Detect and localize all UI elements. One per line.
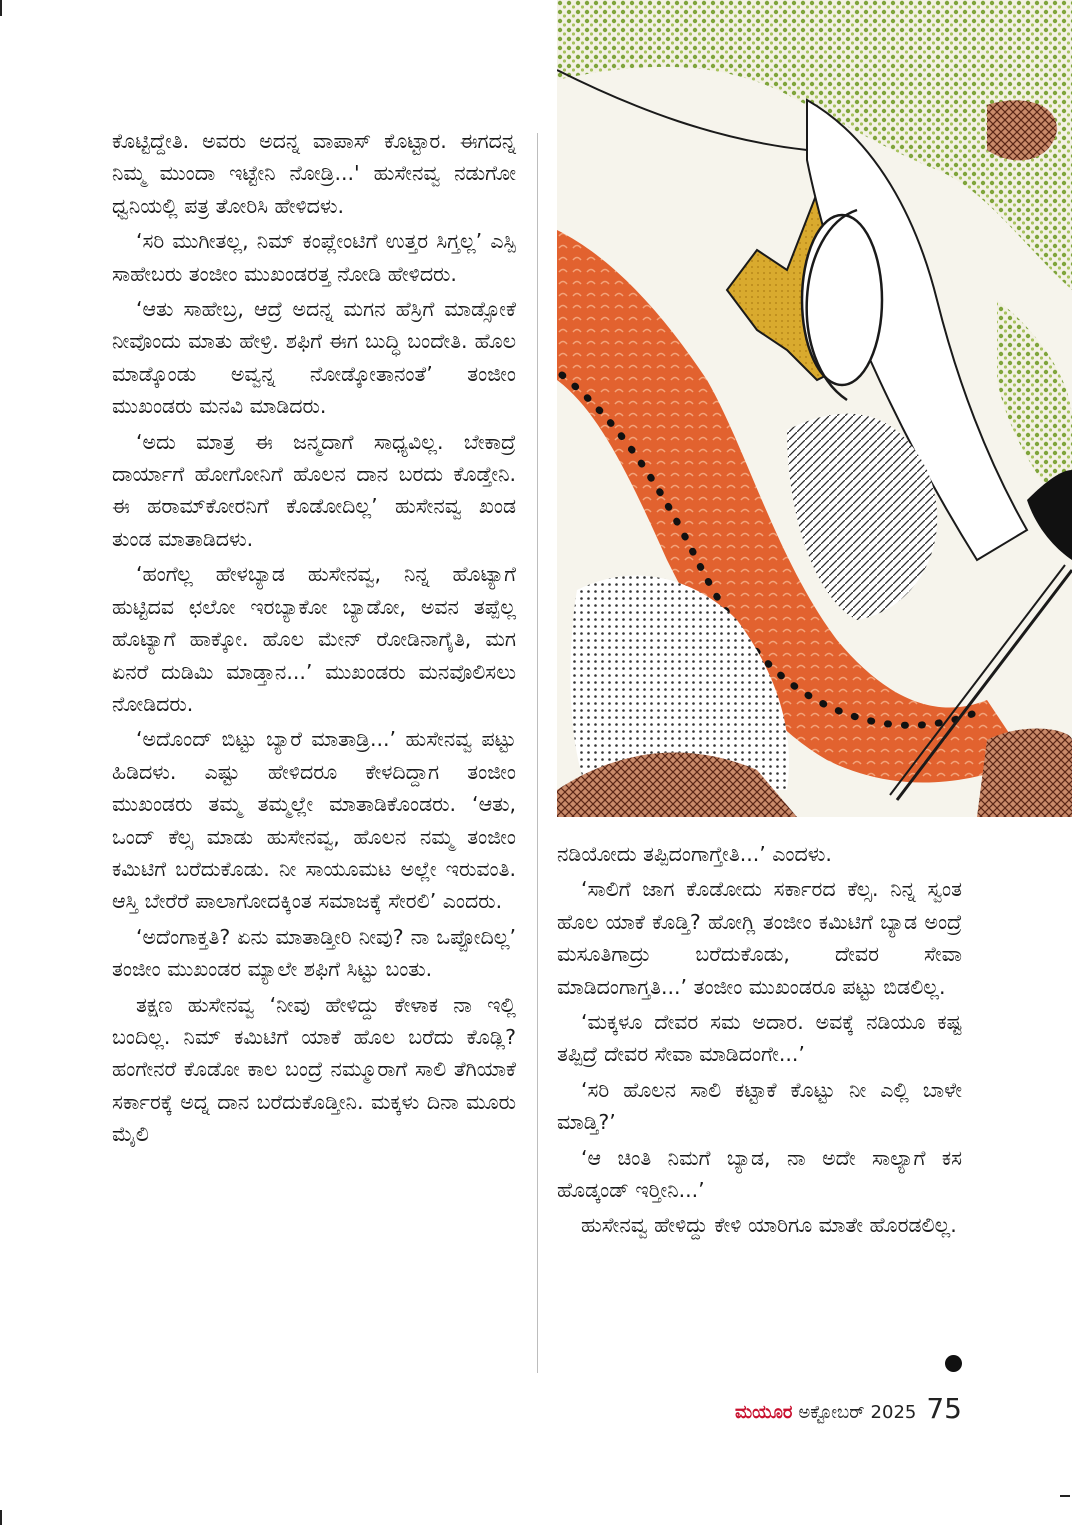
paragraph: ‘ಸರಿ ಹೊಲನ ಸಾಲಿ ಕಟ್ಟಾಕೆ ಕೊಟ್ಟು ನೀ ಎಲ್ಲಿ ಬಾಳೇ ಮಾಡ್ತಿ?’ [557, 1077, 962, 1135]
paragraph: ಹುಸೇನವ್ವ ಹೇಳಿದ್ದು ಕೇಳಿ ಯಾರಿಗೂ ಮಾತೇ ಹೊರಡಲಿಲ್ಲ. [581, 1213, 957, 1238]
paragraph: ಕೊಟ್ಟಿದ್ದೇತಿ. ಅವರು ಅದನ್ನ ವಾಪಾಸ್ ಕೊಟ್ಟಾರ. ಈಗದನ್ನ ನಿಮ್ಮ ಮುಂದಾ ಇಟ್ಟೇನಿ ನೋಡ್ರಿ...' ಹುಸೇನವ್ವ ನಡುಗೋ ಧ್ವನಿಯಲ್ಲಿ ಪತ್ರ ತೋರಿಸಿ ಹೇಳಿದಳು. [112, 129, 516, 218]
crop-mark-top-left [0, 0, 2, 16]
paragraph: ನಡಿಯೋದು ತಪ್ಪಿದಂಗಾಗ್ತೇತಿ...’ ಎಂದಳು. [557, 842, 832, 866]
magazine-logo: ಮಯೂರ [734, 1402, 793, 1423]
issue-month: ಅಕ್ಟೋಬರ್ [798, 1402, 865, 1423]
story-illustration [557, 0, 1072, 817]
paragraph: ‘ಆತು ಸಾಹೇಬ್ರ, ಆದ್ರೆ ಅದನ್ನ ಮಗನ ಹೆಸ್ರಿಗೆ ಮಾಡ್ಸೋಕೆ ನೀವೊಂದು ಮಾತು ಹೇಳ್ರಿ. ಶಫಿಗೆ ಈಗ ಬುದ್ಧಿ ಬಂದೇತಿ. ಹೊಲ ಮಾಡ್ಕೊಂಡು ಅವ್ವನ್ನ ನೋಡ್ಕೋತಾನಂತೆ’ ತಂಜೀಂ ಮುಖಂಡರು ಮನವಿ ಮಾಡಿದರು. [112, 297, 516, 419]
paragraph: ‘ಅದು ಮಾತ್ರ ಈ ಜನ್ಮದಾಗೆ ಸಾಧ್ಯವಿಲ್ಲ. ಬೇಕಾದ್ರೆ ದಾರ್ಯಾಗೆ ಹೋಗೋನಿಗೆ ಹೊಲನ ದಾನ ಬರದು ಕೊಡ್ತೇನಿ. ಈ ಹರಾಮ್‌ಕೋರನಿಗೆ ಕೊಡೋದಿಲ್ಲ’ ಹುಸೇನವ್ವ ಖಂಡ ತುಂಡ ಮಾತಾಡಿದಳು. [112, 429, 516, 551]
article-column-right [557, 838, 962, 1245]
paragraph: ‘ಸರಿ ಮುಗೀತಲ್ಲ, ನಿಮ್ ಕಂಪ್ಲೇಂಟಿಗೆ ಉತ್ತರ ಸಿಗ್ತಲ್ಲ’ ಎಸ್ಪಿ ಸಾಹೇಬರು ತಂಜೀಂ ಮುಖಂಡರತ್ತ ನೋಡಿ ಹೇಳಿದರು. [112, 229, 516, 286]
page-footer [735, 1392, 962, 1425]
illustration-artwork [557, 0, 1072, 817]
paragraph: ‘ಸಾಲಿಗೆ ಜಾಗ ಕೊಡೋದು ಸರ್ಕಾರದ ಕೆಲ್ಸ. ನಿನ್ನ ಸ್ವಂತ ಹೊಲ ಯಾಕೆ ಕೊಡ್ತಿ? ಹೋಗ್ಲಿ ತಂಜೀಂ ಕಮಿಟಿಗೆ ಬ್ಯಾಡ ಅಂದ್ರೆ ಮಸೂತಿಗಾದ್ರು ಬರೆದುಕೊಡು, ದೇವರ ಸೇವಾ ಮಾಡಿದಂಗಾಗ್ತತಿ...’ ತಂಜೀಂ ಮುಖಂಡರೂ ಪಟ್ಟು ಬಿಡಲಿಲ್ಲ. [557, 877, 962, 999]
end-of-story-mark [945, 1355, 962, 1372]
paragraph: ‘ಆ ಚಿಂತಿ ನಿಮಗೆ ಬ್ಯಾಡ, ನಾ ಅದೇ ಸಾಲ್ಯಾಗೆ ಕಸ ಹೊಡ್ಕಂಡ್ ಇರ್‍ತೀನಿ...’ [557, 1145, 962, 1203]
page-number: 75 [926, 1392, 962, 1425]
crop-mark-bottom-right [1060, 1495, 1070, 1497]
crop-mark-bottom-left [0, 1510, 2, 1525]
column-divider [537, 133, 538, 1373]
paragraph: ‘ಹಂಗೆಲ್ಲ ಹೇಳಬ್ಯಾಡ ಹುಸೇನವ್ವ, ನಿನ್ನ ಹೊಟ್ಯಾಗೆ ಹುಟ್ಟಿದವ ಛಲೋ ಇರಬ್ಯಾಕೋ ಬ್ಯಾಡೋ, ಅವನ ತಪ್ಪೆಲ್ಲ ಹೊಟ್ಯಾಗೆ ಹಾಕ್ಕೋ. ಹೊಲ ಮೇನ್ ರೋಡಿನಾಗೈತಿ, ಮಗ ಏನರೆ ದುಡಿಮಿ ಮಾಡ್ತಾನ...’ ಮುಖಂಡರು ಮನವೊಲಿಸಲು ನೋಡಿದರು. [112, 562, 516, 716]
paragraph: ‘ಅದೊಂದ್ ಬಿಟ್ಟು ಬ್ಯಾರೆ ಮಾತಾಡ್ರಿ...’ ಹುಸೇನವ್ವ ಪಟ್ಟು ಹಿಡಿದಳು. ಎಷ್ಟು ಹೇಳಿದರೂ ಕೇಳದಿದ್ದಾಗ ತಂಜೀಂ ಮುಖಂಡರು ತಮ್ಮ ತಮ್ಮಲ್ಲೇ ಮಾತಾಡಿಕೊಂಡರು. ‘ಆತು, ಒಂದ್ ಕೆಲ್ಸ ಮಾಡು ಹುಸೇನವ್ವ, ಹೊಲನ ನಮ್ಮ ತಂಜೀಂ ಕಮಿಟಿಗೆ ಬರೆದುಕೊಡು. ನೀ ಸಾಯೂಮಟ ಅಲ್ಲೇ ಇರುವಂತಿ. ಆಸ್ತಿ ಬೇರೆರೆ ಪಾಲಾಗೋದಕ್ಕಿಂತ ಸಮಾಜಕ್ಕೆ ಸೇರಲಿ’ ಎಂದರು. [112, 727, 516, 914]
article-column-left [112, 125, 516, 1154]
paragraph: ‘ಅದೆಂಗಾಕ್ತತಿ? ಏನು ಮಾತಾಡ್ತೀರಿ ನೀವು? ನಾ ಒಪ್ಪೋದಿಲ್ಲ’ ತಂಜೀಂ ಮುಖಂಡರ ಮ್ಯಾಲೇ ಶಫಿಗೆ ಸಿಟ್ಟು ಬಂತು. [112, 924, 516, 982]
issue-year: 2025 [870, 1402, 917, 1423]
paragraph: ‘ಮಕ್ಕಳೂ ದೇವರ ಸಮ ಅದಾರ. ಅವಕ್ಕೆ ನಡಿಯೂ ಕಷ್ಟ ತಪ್ಪಿದ್ರೆ ದೇವರ ಸೇವಾ ಮಾಡಿದಂಗೇ...’ [557, 1010, 962, 1067]
paragraph: ತಕ್ಷಣ ಹುಸೇನವ್ವ ‘ನೀವು ಹೇಳಿದ್ದು ಕೇಳಾಕ ನಾ ಇಲ್ಲಿ ಬಂದಿಲ್ಲ. ನಿಮ್ ಕಮಿಟಿಗೆ ಯಾಕೆ ಹೊಲ ಬರೆದು ಕೊಡ್ಲಿ? ಹಂಗೇನರೆ ಕೊಡೋ ಕಾಲ ಬಂದ್ರೆ ನಮ್ಮೂರಾಗೆ ಸಾಲಿ ತೆಗಿಯಾಕೆ ಸರ್ಕಾರಕ್ಕೆ ಅದ್ನ ದಾನ ಬರೆದುಕೊಡ್ತೀನಿ. ಮಕ್ಕಳು ದಿನಾ ಮೂರು ಮೈಲಿ [112, 992, 516, 1147]
